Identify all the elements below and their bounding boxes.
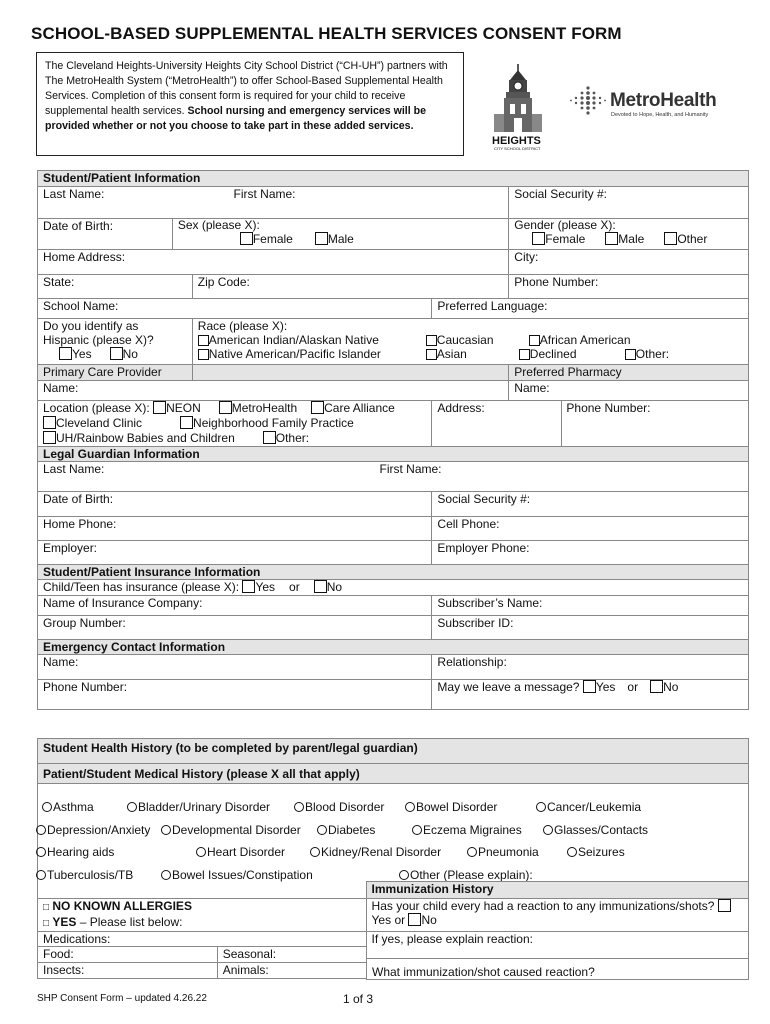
hx-cancer-radio[interactable] [536, 802, 546, 812]
loc-neighborhood-checkbox[interactable] [180, 416, 193, 429]
emergency-name-field[interactable]: Name: [38, 655, 432, 680]
immunization-header: Immunization History [366, 882, 748, 899]
hx-heart-radio[interactable] [196, 847, 206, 857]
footer-version: SHP Consent Form – updated 4.26.22 [37, 993, 207, 1004]
student-info-table: Student/Patient Information Last Name: First Name: Social Security #: Date of Birth: Sex (please X): Female Male Gender (please X): Female Male Other Home Address: City: State: Zip Code: Phone Number: School Name: Preferred Language: Do you identify as Hispanic (please X)? Yes No Race (please X): American Indian/Alaskan Native Caucasian African American Native American/Pacific Islander Asian Declined Other: Primary Care Provider Preferred Pharmacy Name: Name: Location (please X): NEON MetroHealth Care Alliance Cleveland Clinic Neighborhood Family Practice UH/Rainbow Babies and Children Other: Address: Phone Number: Legal Guardian Information Last Name: First Name: Date of Birth: Social Security #: Home Phone: Cell Phone: Employer: Employer Phone: Student/Patient Insurance Information Child/Teen has insurance (please X): Yes or No Name of Insurance Company: Subscriber’s Name: Group Number: Subscriber ID: Emergency Contact Information Name: Relationship: Phone Number: May we leave a message? Yes or No [37, 170, 749, 710]
medications-field[interactable]: Medications: [38, 932, 367, 947]
intro-bold-text: School nursing and emergency services will be provided whether or not you choose to take part in these added services. [45, 105, 426, 132]
race-aian-checkbox[interactable] [198, 335, 209, 346]
reaction-yes-checkbox[interactable] [718, 899, 731, 912]
health-history-header: Student Health History (to be completed by parent/legal guardian) [38, 739, 749, 764]
form-title: SCHOOL-BASED SUPPLEMENTAL HEALTH SERVICES CONSENT FORM [31, 24, 622, 43]
pcp-name-field[interactable]: Name: [38, 381, 509, 401]
hispanic-yes-checkbox[interactable] [59, 347, 72, 360]
reaction-explain-field[interactable]: If yes, please explain reaction: [366, 932, 748, 979]
emergency-section-header: Emergency Contact Information [38, 640, 749, 655]
race-caucasian-checkbox[interactable] [426, 335, 437, 346]
insurance-company-field[interactable]: Name of Insurance Company: [38, 596, 432, 616]
home-address-field[interactable]: Home Address: [38, 250, 509, 275]
hx-diabetes-radio[interactable] [317, 825, 327, 835]
medical-history-options: Asthma Bladder/Urinary Disorder Blood Disorder Bowel Disorder Cancer/Leukemia Depression/Anxiety Developmental Disorder Diabetes Eczema Migraines Glasses/Contacts Hearing aids Heart Disorder Kidney/Renal Disorder Pneumonia Seizures Tuberculosis/TB Bowel Issues/Constipation Other (Please explain): [38, 784, 749, 907]
hx-tb-radio[interactable] [36, 870, 46, 880]
loc-cleveland-clinic-checkbox[interactable] [43, 416, 56, 429]
guardian-home-phone-field[interactable]: Home Phone: [38, 517, 432, 541]
loc-phone-label: Phone Number: [566, 401, 651, 415]
hx-blood-radio[interactable] [294, 802, 304, 812]
phone-field[interactable]: Phone Number: [509, 275, 749, 299]
metrohealth-wordmark: MetroHealth [610, 90, 717, 111]
sex-label: Sex (please X): [177, 218, 260, 232]
intro-box [36, 52, 464, 156]
school-district-logo [488, 62, 554, 152]
intro-text: The Cleveland Heights-University Heights City School District (“CH-UH”) partners with The MetroHealth System (“MetroHealth”) to offer School-Based Supplemental Health Services. Completion of this consent form is required for your child to receive supplemental health services. [45, 60, 448, 117]
student-dob-field[interactable]: Date of Birth: [38, 219, 173, 250]
pharmacy-header: Preferred Pharmacy [509, 365, 749, 381]
hispanic-label: Do you identify as Hispanic (please X)? [43, 319, 154, 347]
hx-bladder-radio[interactable] [127, 802, 137, 812]
medical-history-subheader: Patient/Student Medical History (please X all that apply) [38, 764, 749, 784]
student-first-name-label: First Name: [233, 187, 296, 201]
insurance-no-checkbox[interactable] [314, 580, 327, 593]
message-no-checkbox[interactable] [650, 680, 663, 693]
loc-neon-checkbox[interactable] [153, 401, 166, 414]
race-declined-checkbox[interactable] [519, 349, 530, 360]
zip-field[interactable]: Zip Code: [192, 275, 508, 299]
loc-metrohealth-checkbox[interactable] [219, 401, 232, 414]
insurance-has-label: Child/Teen has insurance (please X): [43, 580, 240, 594]
leave-message-label: May we leave a message? [437, 680, 580, 694]
metrohealth-logo [568, 82, 738, 124]
guardian-name-field[interactable]: Last Name: First Name: [38, 462, 749, 492]
sex-male-checkbox[interactable] [315, 232, 328, 245]
insects-field[interactable]: Insects: [38, 963, 218, 979]
hx-pneumonia-radio[interactable] [467, 847, 477, 857]
animals-field[interactable]: Animals: [217, 963, 366, 979]
school-name-field[interactable]: School Name: [38, 299, 432, 319]
seasonal-field[interactable]: Seasonal: [217, 947, 366, 963]
yes-allergies-option[interactable]: YES [52, 915, 77, 929]
hx-kidney-radio[interactable] [310, 847, 320, 857]
school-logo-wordmark: HEIGHTS [492, 135, 541, 147]
city-field[interactable]: City: [509, 250, 749, 275]
student-last-name-label: Last Name: [43, 187, 105, 201]
immunization-question: Has your child every had a reaction to any immunizations/shots? [371, 899, 715, 913]
message-yes-checkbox[interactable] [583, 680, 596, 693]
preferred-language-field[interactable]: Preferred Language: [432, 299, 749, 319]
guardian-cell-phone-field[interactable]: Cell Phone: [432, 517, 749, 541]
school-logo-subtext: CITY SCHOOL DISTRICT [494, 146, 541, 151]
subscriber-name-field[interactable]: Subscriber’s Name: [432, 596, 749, 616]
insurance-yes-checkbox[interactable] [242, 580, 255, 593]
emergency-phone-field[interactable]: Phone Number: [38, 680, 432, 710]
no-allergies-option[interactable]: NO KNOWN ALLERGIES [52, 899, 192, 913]
hx-seizures-radio[interactable] [567, 847, 577, 857]
gender-label: Gender (please X): [514, 218, 616, 232]
hx-asthma-radio[interactable] [42, 802, 52, 812]
page-number: 1 of 3 [343, 992, 374, 1006]
hx-glasses-radio[interactable] [543, 825, 553, 835]
group-number-field[interactable]: Group Number: [38, 616, 432, 640]
guardian-dob-field[interactable]: Date of Birth: [38, 492, 432, 517]
guardian-ssn-field[interactable]: Social Security #: [432, 492, 749, 517]
gender-male-checkbox[interactable] [605, 232, 618, 245]
hx-eczema-radio[interactable] [412, 825, 422, 835]
race-asian-checkbox[interactable] [426, 349, 437, 360]
guardian-section-header: Legal Guardian Information [38, 447, 749, 462]
relationship-field[interactable]: Relationship: [432, 655, 749, 680]
hx-developmental-radio[interactable] [161, 825, 171, 835]
state-field[interactable]: State: [38, 275, 193, 299]
gender-female-checkbox[interactable] [532, 232, 545, 245]
subscriber-id-field[interactable]: Subscriber ID: [432, 616, 749, 640]
hx-constipation-radio[interactable] [161, 870, 171, 880]
race-other-checkbox[interactable] [625, 349, 636, 360]
race-aa-checkbox[interactable] [529, 335, 540, 346]
location-label: Location (please X): [43, 401, 150, 415]
hx-bowel-radio[interactable] [405, 802, 415, 812]
guardian-employer-field[interactable]: Employer: [38, 541, 432, 565]
pcp-header: Primary Care Provider [38, 365, 193, 381]
guardian-employer-phone-field[interactable]: Employer Phone: [432, 541, 749, 565]
student-ssn-field[interactable]: Social Security #: [509, 187, 749, 219]
loc-care-alliance-checkbox[interactable] [311, 401, 324, 414]
hx-other-radio[interactable] [399, 870, 409, 880]
race-nhpi-checkbox[interactable] [198, 349, 209, 360]
reaction-no-checkbox[interactable] [408, 913, 421, 926]
gender-other-checkbox[interactable] [664, 232, 677, 245]
allergy-immunization-table: Immunization History □ NO KNOWN ALLERGIES □ YES – Please list below: Has your child every had a reaction to any immunizations/shots? Yes or No Medications: If yes, please explain reaction: Food: Seasonal: Insects: Animals: [37, 881, 749, 979]
sex-female-checkbox[interactable] [240, 232, 253, 245]
metrohealth-tagline: Devoted to Hope, Health, and Humanity [611, 112, 709, 118]
loc-address-label: Address: [437, 401, 485, 415]
which-shot-field[interactable]: What immunization/shot caused reaction? [366, 958, 749, 980]
hispanic-no-checkbox[interactable] [110, 347, 123, 360]
race-label: Race (please X): [197, 319, 288, 333]
food-field[interactable]: Food: [38, 947, 218, 963]
hx-depression-radio[interactable] [36, 825, 46, 835]
pharmacy-name-field[interactable]: Name: [509, 381, 749, 401]
loc-uh-checkbox[interactable] [43, 431, 56, 444]
insurance-section-header: Student/Patient Insurance Information [38, 565, 749, 580]
hx-hearing-radio[interactable] [36, 847, 46, 857]
student-section-header: Student/Patient Information [38, 171, 749, 187]
loc-other-checkbox[interactable] [263, 431, 276, 444]
